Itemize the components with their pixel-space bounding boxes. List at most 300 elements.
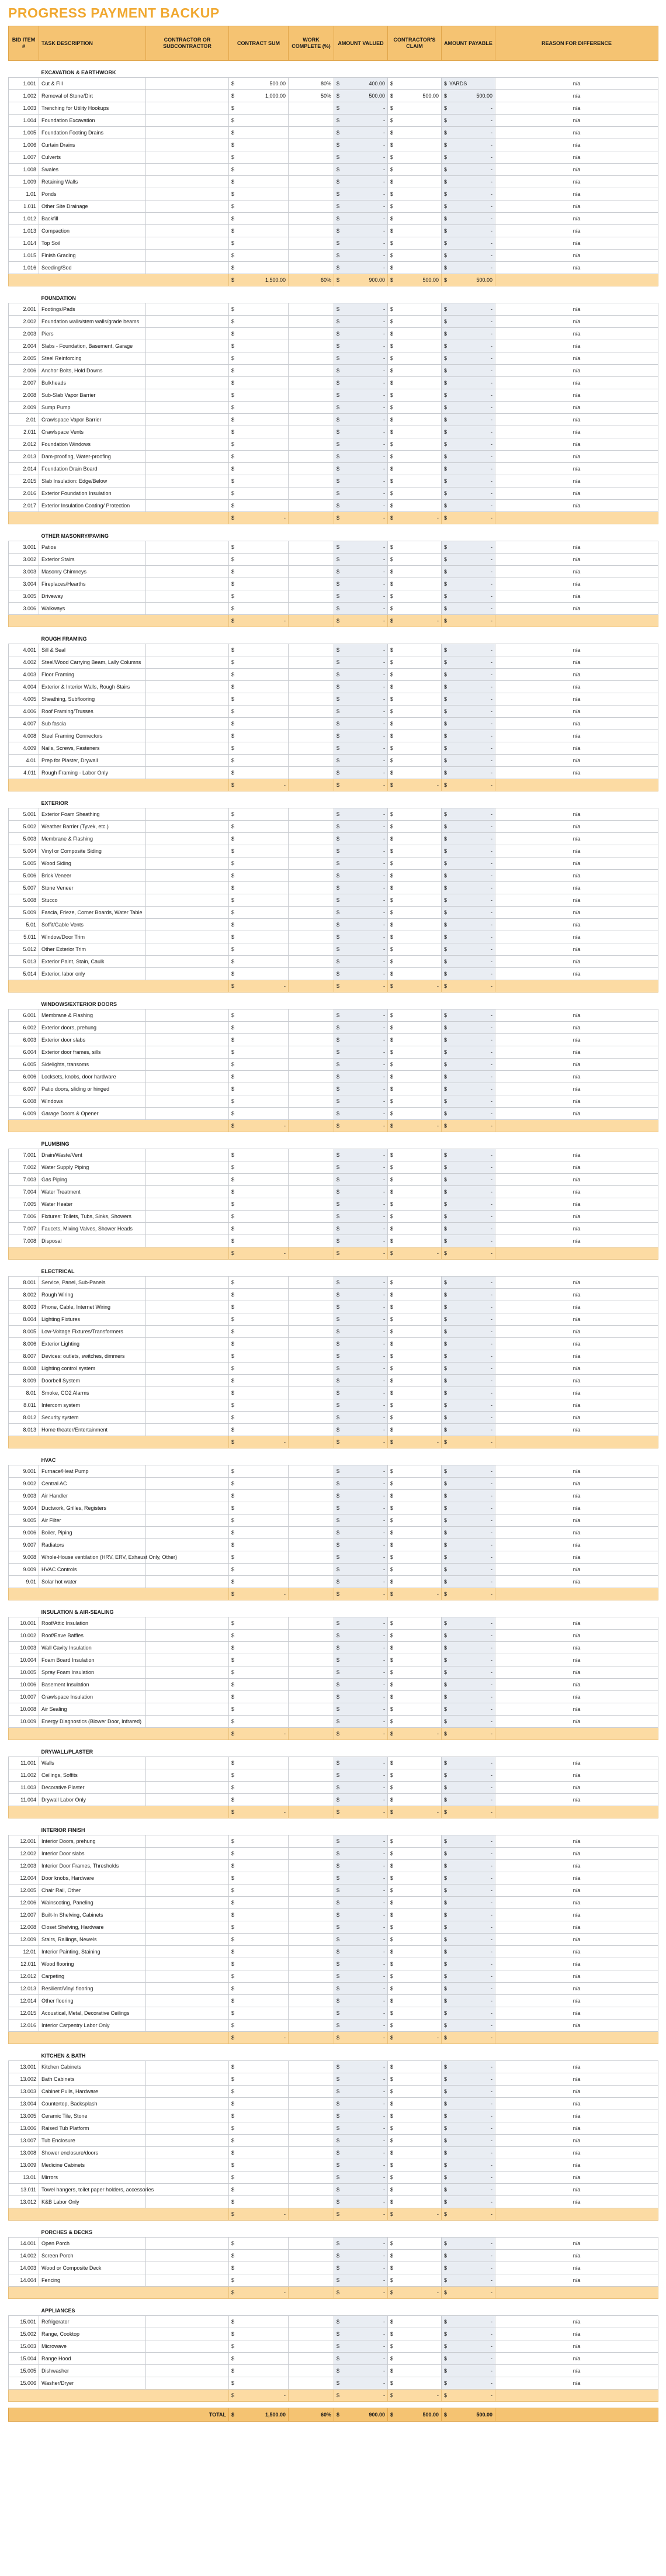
reason-for-difference[interactable]: n/a <box>495 1071 658 1083</box>
contract-sum-cell[interactable] <box>229 1897 289 1909</box>
contractors-claim-cell[interactable] <box>388 1757 442 1769</box>
contract-sum-cell[interactable] <box>229 2184 289 2196</box>
work-complete-cell[interactable] <box>289 870 334 882</box>
reason-for-difference[interactable]: n/a <box>495 1174 658 1186</box>
reason-for-difference[interactable]: n/a <box>495 475 658 487</box>
contractors-claim-cell[interactable] <box>388 176 442 188</box>
contractor-cell[interactable] <box>146 1424 229 1436</box>
work-complete-cell[interactable] <box>289 237 334 250</box>
contractors-claim-cell[interactable] <box>388 1897 442 1909</box>
contract-sum-cell[interactable] <box>229 2110 289 2122</box>
contract-sum-cell[interactable] <box>229 151 289 164</box>
contractor-cell[interactable] <box>146 845 229 857</box>
contract-sum-cell[interactable] <box>229 1338 289 1350</box>
work-complete-cell[interactable] <box>289 426 334 438</box>
contractor-cell[interactable] <box>146 90 229 102</box>
contract-sum-cell[interactable] <box>229 1022 289 1034</box>
work-complete-cell[interactable] <box>289 451 334 463</box>
contractor-cell[interactable] <box>146 316 229 328</box>
contract-sum-cell[interactable] <box>229 2061 289 2073</box>
reason-for-difference[interactable]: n/a <box>495 590 658 603</box>
contractor-cell[interactable] <box>146 578 229 590</box>
contract-sum-cell[interactable] <box>229 730 289 742</box>
contract-sum-cell[interactable] <box>229 475 289 487</box>
contractor-cell[interactable] <box>146 681 229 693</box>
contractor-cell[interactable] <box>146 2316 229 2328</box>
reason-for-difference[interactable]: n/a <box>495 1301 658 1313</box>
contract-sum-cell[interactable] <box>229 90 289 102</box>
contractor-cell[interactable] <box>146 1527 229 1539</box>
contractor-cell[interactable] <box>146 213 229 225</box>
contractor-cell[interactable] <box>146 1161 229 1174</box>
contractors-claim-cell[interactable] <box>388 1794 442 1806</box>
contract-sum-cell[interactable] <box>229 1363 289 1375</box>
reason-for-difference[interactable]: n/a <box>495 833 658 845</box>
reason-for-difference[interactable]: n/a <box>495 2135 658 2147</box>
contractor-cell[interactable] <box>146 237 229 250</box>
work-complete-cell[interactable] <box>289 882 334 894</box>
work-complete-cell[interactable] <box>289 1235 334 1247</box>
contractors-claim-cell[interactable] <box>388 402 442 414</box>
reason-for-difference[interactable]: n/a <box>495 1769 658 1782</box>
contract-sum-cell[interactable] <box>229 894 289 907</box>
reason-for-difference[interactable]: n/a <box>495 1211 658 1223</box>
contractors-claim-cell[interactable] <box>388 1666 442 1679</box>
contract-sum-cell[interactable] <box>229 1515 289 1527</box>
contractors-claim-cell[interactable] <box>388 1630 442 1642</box>
contractor-cell[interactable] <box>146 767 229 779</box>
contractor-cell[interactable] <box>146 1983 229 1995</box>
reason-for-difference[interactable]: n/a <box>495 2196 658 2208</box>
contractors-claim-cell[interactable] <box>388 1424 442 1436</box>
contractors-claim-cell[interactable] <box>388 681 442 693</box>
reason-for-difference[interactable]: n/a <box>495 1186 658 1198</box>
contractors-claim-cell[interactable] <box>388 894 442 907</box>
work-complete-cell[interactable] <box>289 1375 334 1387</box>
contractor-cell[interactable] <box>146 755 229 767</box>
reason-for-difference[interactable]: n/a <box>495 1387 658 1399</box>
contract-sum-cell[interactable] <box>229 2238 289 2250</box>
work-complete-cell[interactable] <box>289 1277 334 1289</box>
reason-for-difference[interactable]: n/a <box>495 1515 658 1527</box>
work-complete-cell[interactable] <box>289 821 334 833</box>
reason-for-difference[interactable]: n/a <box>495 767 658 779</box>
contractors-claim-cell[interactable] <box>388 821 442 833</box>
reason-for-difference[interactable]: n/a <box>495 139 658 151</box>
work-complete-cell[interactable] <box>289 1289 334 1301</box>
contractors-claim-cell[interactable] <box>388 1387 442 1399</box>
contractor-cell[interactable] <box>146 1022 229 1034</box>
work-complete-cell[interactable] <box>289 1576 334 1588</box>
contractor-cell[interactable] <box>146 1083 229 1095</box>
work-complete-cell[interactable] <box>289 1921 334 1934</box>
contract-sum-cell[interactable] <box>229 1630 289 1642</box>
reason-for-difference[interactable]: n/a <box>495 1502 658 1515</box>
reason-for-difference[interactable]: n/a <box>495 821 658 833</box>
reason-for-difference[interactable]: n/a <box>495 2262 658 2274</box>
contractor-cell[interactable] <box>146 693 229 706</box>
work-complete-cell[interactable] <box>289 833 334 845</box>
contract-sum-cell[interactable] <box>229 2172 289 2184</box>
contract-sum-cell[interactable] <box>229 1211 289 1223</box>
work-complete-cell[interactable] <box>289 1223 334 1235</box>
contractor-cell[interactable] <box>146 340 229 352</box>
contractors-claim-cell[interactable] <box>388 102 442 115</box>
contract-sum-cell[interactable] <box>229 1313 289 1326</box>
contractor-cell[interactable] <box>146 1872 229 1885</box>
contract-sum-cell[interactable] <box>229 1412 289 1424</box>
contractors-claim-cell[interactable] <box>388 1350 442 1363</box>
contract-sum-cell[interactable] <box>229 1387 289 1399</box>
contractor-cell[interactable] <box>146 857 229 870</box>
contractor-cell[interactable] <box>146 718 229 730</box>
work-complete-cell[interactable] <box>289 500 334 512</box>
contractors-claim-cell[interactable] <box>388 1654 442 1666</box>
reason-for-difference[interactable]: n/a <box>495 1326 658 1338</box>
contractors-claim-cell[interactable] <box>388 1338 442 1350</box>
work-complete-cell[interactable] <box>289 718 334 730</box>
contractor-cell[interactable] <box>146 1465 229 1478</box>
work-complete-cell[interactable] <box>289 1412 334 1424</box>
work-complete-cell[interactable] <box>289 1934 334 1946</box>
contractor-cell[interactable] <box>146 1617 229 1630</box>
work-complete-cell[interactable] <box>289 2110 334 2122</box>
reason-for-difference[interactable]: n/a <box>495 250 658 262</box>
work-complete-cell[interactable] <box>289 956 334 968</box>
contractor-cell[interactable] <box>146 919 229 931</box>
contract-sum-cell[interactable] <box>229 1161 289 1174</box>
contract-sum-cell[interactable] <box>229 1946 289 1958</box>
work-complete-cell[interactable] <box>289 681 334 693</box>
contractor-cell[interactable] <box>146 1970 229 1983</box>
contract-sum-cell[interactable] <box>229 451 289 463</box>
contractor-cell[interactable] <box>146 1885 229 1897</box>
contractor-cell[interactable] <box>146 2250 229 2262</box>
contractor-cell[interactable] <box>146 2007 229 2020</box>
work-complete-cell[interactable] <box>289 767 334 779</box>
contractor-cell[interactable] <box>146 1301 229 1313</box>
contractors-claim-cell[interactable] <box>388 931 442 943</box>
reason-for-difference[interactable]: n/a <box>495 1034 658 1046</box>
contract-sum-cell[interactable] <box>229 377 289 389</box>
reason-for-difference[interactable]: n/a <box>495 1703 658 1716</box>
work-complete-cell[interactable] <box>289 2159 334 2172</box>
reason-for-difference[interactable]: n/a <box>495 706 658 718</box>
contractor-cell[interactable] <box>146 2122 229 2135</box>
reason-for-difference[interactable]: n/a <box>495 2328 658 2340</box>
reason-for-difference[interactable]: n/a <box>495 328 658 340</box>
contractor-cell[interactable] <box>146 2274 229 2287</box>
contractors-claim-cell[interactable] <box>388 2061 442 2073</box>
contractor-cell[interactable] <box>146 2135 229 2147</box>
contractor-cell[interactable] <box>146 451 229 463</box>
reason-for-difference[interactable]: n/a <box>495 262 658 274</box>
work-complete-cell[interactable] <box>289 706 334 718</box>
contract-sum-cell[interactable] <box>229 1289 289 1301</box>
work-complete-cell[interactable] <box>289 730 334 742</box>
contract-sum-cell[interactable] <box>229 1046 289 1059</box>
work-complete-cell[interactable] <box>289 1399 334 1412</box>
reason-for-difference[interactable]: n/a <box>495 2098 658 2110</box>
contractor-cell[interactable] <box>146 706 229 718</box>
reason-for-difference[interactable]: n/a <box>495 127 658 139</box>
work-complete-cell[interactable] <box>289 755 334 767</box>
contractors-claim-cell[interactable] <box>388 2159 442 2172</box>
reason-for-difference[interactable]: n/a <box>495 1691 658 1703</box>
contractor-cell[interactable] <box>146 541 229 554</box>
reason-for-difference[interactable]: n/a <box>495 1782 658 1794</box>
reason-for-difference[interactable]: n/a <box>495 1872 658 1885</box>
work-complete-cell[interactable]: 50% <box>289 90 334 102</box>
work-complete-cell[interactable] <box>289 340 334 352</box>
contractors-claim-cell[interactable] <box>388 1412 442 1424</box>
work-complete-cell[interactable] <box>289 1313 334 1326</box>
contractors-claim-cell[interactable] <box>388 870 442 882</box>
reason-for-difference[interactable]: n/a <box>495 1995 658 2007</box>
contractor-cell[interactable] <box>146 164 229 176</box>
contractor-cell[interactable] <box>146 500 229 512</box>
work-complete-cell[interactable] <box>289 2007 334 2020</box>
reason-for-difference[interactable]: n/a <box>495 1958 658 1970</box>
contractors-claim-cell[interactable] <box>388 500 442 512</box>
contractors-claim-cell[interactable] <box>388 1009 442 1022</box>
reason-for-difference[interactable]: n/a <box>495 438 658 451</box>
contract-sum-cell[interactable] <box>229 127 289 139</box>
contractors-claim-cell[interactable] <box>388 2007 442 2020</box>
contractors-claim-cell[interactable] <box>388 693 442 706</box>
contractor-cell[interactable] <box>146 1995 229 2007</box>
contractors-claim-cell[interactable] <box>388 200 442 213</box>
contract-sum-cell[interactable] <box>229 1679 289 1691</box>
contractors-claim-cell[interactable] <box>388 767 442 779</box>
contract-sum-cell[interactable] <box>229 833 289 845</box>
work-complete-cell[interactable] <box>289 2073 334 2086</box>
contractors-claim-cell[interactable] <box>388 2340 442 2353</box>
contract-sum-cell[interactable] <box>229 2073 289 2086</box>
reason-for-difference[interactable]: n/a <box>495 968 658 980</box>
contract-sum-cell[interactable] <box>229 2377 289 2390</box>
reason-for-difference[interactable]: n/a <box>495 1666 658 1679</box>
contractor-cell[interactable] <box>146 487 229 500</box>
contract-sum-cell[interactable] <box>229 1399 289 1412</box>
reason-for-difference[interactable]: n/a <box>495 1198 658 1211</box>
contractor-cell[interactable] <box>146 2147 229 2159</box>
contractor-cell[interactable] <box>146 1350 229 1363</box>
contractors-claim-cell[interactable] <box>388 2274 442 2287</box>
contractor-cell[interactable] <box>146 1703 229 1716</box>
contractor-cell[interactable] <box>146 1059 229 1071</box>
reason-for-difference[interactable]: n/a <box>495 2340 658 2353</box>
reason-for-difference[interactable]: n/a <box>495 2147 658 2159</box>
reason-for-difference[interactable]: n/a <box>495 1465 658 1478</box>
contract-sum-cell[interactable] <box>229 1757 289 1769</box>
reason-for-difference[interactable]: n/a <box>495 1576 658 1588</box>
contractors-claim-cell[interactable] <box>388 1860 442 1872</box>
reason-for-difference[interactable]: n/a <box>495 919 658 931</box>
contractors-claim-cell[interactable] <box>388 2147 442 2159</box>
contractors-claim-cell[interactable] <box>388 1363 442 1375</box>
contractor-cell[interactable] <box>146 2262 229 2274</box>
contractors-claim-cell[interactable] <box>388 2365 442 2377</box>
contractor-cell[interactable] <box>146 2098 229 2110</box>
contractor-cell[interactable] <box>146 956 229 968</box>
contract-sum-cell[interactable] <box>229 365 289 377</box>
work-complete-cell[interactable] <box>289 845 334 857</box>
work-complete-cell[interactable] <box>289 1958 334 1970</box>
contractor-cell[interactable] <box>146 102 229 115</box>
contractors-claim-cell[interactable] <box>388 1576 442 1588</box>
contractor-cell[interactable] <box>146 742 229 755</box>
contractor-cell[interactable] <box>146 414 229 426</box>
contractors-claim-cell[interactable] <box>388 237 442 250</box>
reason-for-difference[interactable]: n/a <box>495 808 658 821</box>
work-complete-cell[interactable]: 80% <box>289 78 334 90</box>
contractor-cell[interactable] <box>146 352 229 365</box>
work-complete-cell[interactable] <box>289 389 334 402</box>
contractors-claim-cell[interactable] <box>388 1108 442 1120</box>
reason-for-difference[interactable]: n/a <box>495 742 658 755</box>
contract-sum-cell[interactable] <box>229 1198 289 1211</box>
work-complete-cell[interactable] <box>289 644 334 656</box>
reason-for-difference[interactable]: n/a <box>495 1046 658 1059</box>
contract-sum-cell[interactable] <box>229 2020 289 2032</box>
contractors-claim-cell[interactable] <box>388 1289 442 1301</box>
reason-for-difference[interactable]: n/a <box>495 2122 658 2135</box>
contract-sum-cell[interactable] <box>229 262 289 274</box>
work-complete-cell[interactable] <box>289 2135 334 2147</box>
contract-sum-cell[interactable] <box>229 742 289 755</box>
work-complete-cell[interactable] <box>289 2184 334 2196</box>
contractor-cell[interactable] <box>146 1782 229 1794</box>
contractors-claim-cell[interactable] <box>388 808 442 821</box>
contractors-claim-cell[interactable] <box>388 742 442 755</box>
contractor-cell[interactable] <box>146 1679 229 1691</box>
contract-sum-cell[interactable] <box>229 487 289 500</box>
contract-sum-cell[interactable] <box>229 968 289 980</box>
contract-sum-cell[interactable] <box>229 200 289 213</box>
contractor-cell[interactable] <box>146 139 229 151</box>
contractors-claim-cell[interactable] <box>388 1983 442 1995</box>
reason-for-difference[interactable]: n/a <box>495 1679 658 1691</box>
reason-for-difference[interactable]: n/a <box>495 500 658 512</box>
reason-for-difference[interactable]: n/a <box>495 1424 658 1436</box>
work-complete-cell[interactable] <box>289 475 334 487</box>
work-complete-cell[interactable] <box>289 139 334 151</box>
contractors-claim-cell[interactable] <box>388 127 442 139</box>
contract-sum-cell[interactable] <box>229 693 289 706</box>
contractors-claim-cell[interactable] <box>388 451 442 463</box>
contract-sum-cell[interactable] <box>229 1186 289 1198</box>
work-complete-cell[interactable] <box>289 2250 334 2262</box>
contract-sum-cell[interactable] <box>229 1277 289 1289</box>
contractors-claim-cell[interactable] <box>388 463 442 475</box>
contract-sum-cell[interactable] <box>229 1983 289 1995</box>
work-complete-cell[interactable] <box>289 2340 334 2353</box>
contractors-claim-cell[interactable] <box>388 1502 442 1515</box>
contractors-claim-cell[interactable] <box>388 1679 442 1691</box>
reason-for-difference[interactable]: n/a <box>495 730 658 742</box>
contractors-claim-cell[interactable] <box>388 1071 442 1083</box>
work-complete-cell[interactable] <box>289 2274 334 2287</box>
contractors-claim-cell[interactable] <box>388 1515 442 1527</box>
contractor-cell[interactable] <box>146 1046 229 1059</box>
reason-for-difference[interactable]: n/a <box>495 1059 658 1071</box>
contractor-cell[interactable] <box>146 1338 229 1350</box>
contractor-cell[interactable] <box>146 1654 229 1666</box>
contractor-cell[interactable] <box>146 1326 229 1338</box>
work-complete-cell[interactable] <box>289 414 334 426</box>
reason-for-difference[interactable]: n/a <box>495 402 658 414</box>
contractor-cell[interactable] <box>146 2073 229 2086</box>
reason-for-difference[interactable]: n/a <box>495 389 658 402</box>
work-complete-cell[interactable] <box>289 2122 334 2135</box>
contract-sum-cell[interactable] <box>229 1083 289 1095</box>
contract-sum-cell[interactable] <box>229 1149 289 1161</box>
contract-sum-cell[interactable] <box>229 1848 289 1860</box>
contract-sum-cell[interactable] <box>229 237 289 250</box>
contract-sum-cell[interactable] <box>229 2340 289 2353</box>
contractors-claim-cell[interactable] <box>388 2250 442 2262</box>
contract-sum-cell[interactable] <box>229 1860 289 1872</box>
contractors-claim-cell[interactable] <box>388 1161 442 1174</box>
work-complete-cell[interactable] <box>289 1551 334 1564</box>
contractor-cell[interactable] <box>146 1095 229 1108</box>
reason-for-difference[interactable]: n/a <box>495 1835 658 1848</box>
reason-for-difference[interactable]: n/a <box>495 2250 658 2262</box>
contractor-cell[interactable] <box>146 2159 229 2172</box>
reason-for-difference[interactable]: n/a <box>495 2007 658 2020</box>
contractor-cell[interactable] <box>146 475 229 487</box>
contract-sum-cell[interactable] <box>229 554 289 566</box>
contractor-cell[interactable] <box>146 438 229 451</box>
contractor-cell[interactable] <box>146 1412 229 1424</box>
contractors-claim-cell[interactable] <box>388 1872 442 1885</box>
contractors-claim-cell[interactable] <box>388 1223 442 1235</box>
contractors-claim-cell[interactable] <box>388 164 442 176</box>
work-complete-cell[interactable] <box>289 1794 334 1806</box>
contract-sum-cell[interactable] <box>229 718 289 730</box>
contractors-claim-cell[interactable] <box>388 1946 442 1958</box>
contract-sum-cell[interactable] <box>229 907 289 919</box>
contract-sum-cell[interactable] <box>229 2086 289 2098</box>
contract-sum-cell[interactable] <box>229 115 289 127</box>
contractors-claim-cell[interactable] <box>388 1235 442 1247</box>
contractor-cell[interactable] <box>146 1691 229 1703</box>
contractor-cell[interactable] <box>146 808 229 821</box>
contractors-claim-cell[interactable] <box>388 225 442 237</box>
contractor-cell[interactable] <box>146 2061 229 2073</box>
contract-sum-cell[interactable] <box>229 767 289 779</box>
contractor-cell[interactable] <box>146 907 229 919</box>
contractor-cell[interactable] <box>146 2110 229 2122</box>
contract-sum-cell[interactable] <box>229 1375 289 1387</box>
work-complete-cell[interactable] <box>289 1995 334 2007</box>
contractor-cell[interactable] <box>146 328 229 340</box>
work-complete-cell[interactable] <box>289 1161 334 1174</box>
work-complete-cell[interactable] <box>289 1046 334 1059</box>
contract-sum-cell[interactable] <box>229 1465 289 1478</box>
work-complete-cell[interactable] <box>289 590 334 603</box>
work-complete-cell[interactable] <box>289 1897 334 1909</box>
work-complete-cell[interactable] <box>289 1502 334 1515</box>
contractors-claim-cell[interactable] <box>388 2328 442 2340</box>
work-complete-cell[interactable] <box>289 1490 334 1502</box>
work-complete-cell[interactable] <box>289 1095 334 1108</box>
reason-for-difference[interactable]: n/a <box>495 894 658 907</box>
contractors-claim-cell[interactable] <box>388 1478 442 1490</box>
contractor-cell[interactable] <box>146 1946 229 1958</box>
reason-for-difference[interactable]: n/a <box>495 2172 658 2184</box>
